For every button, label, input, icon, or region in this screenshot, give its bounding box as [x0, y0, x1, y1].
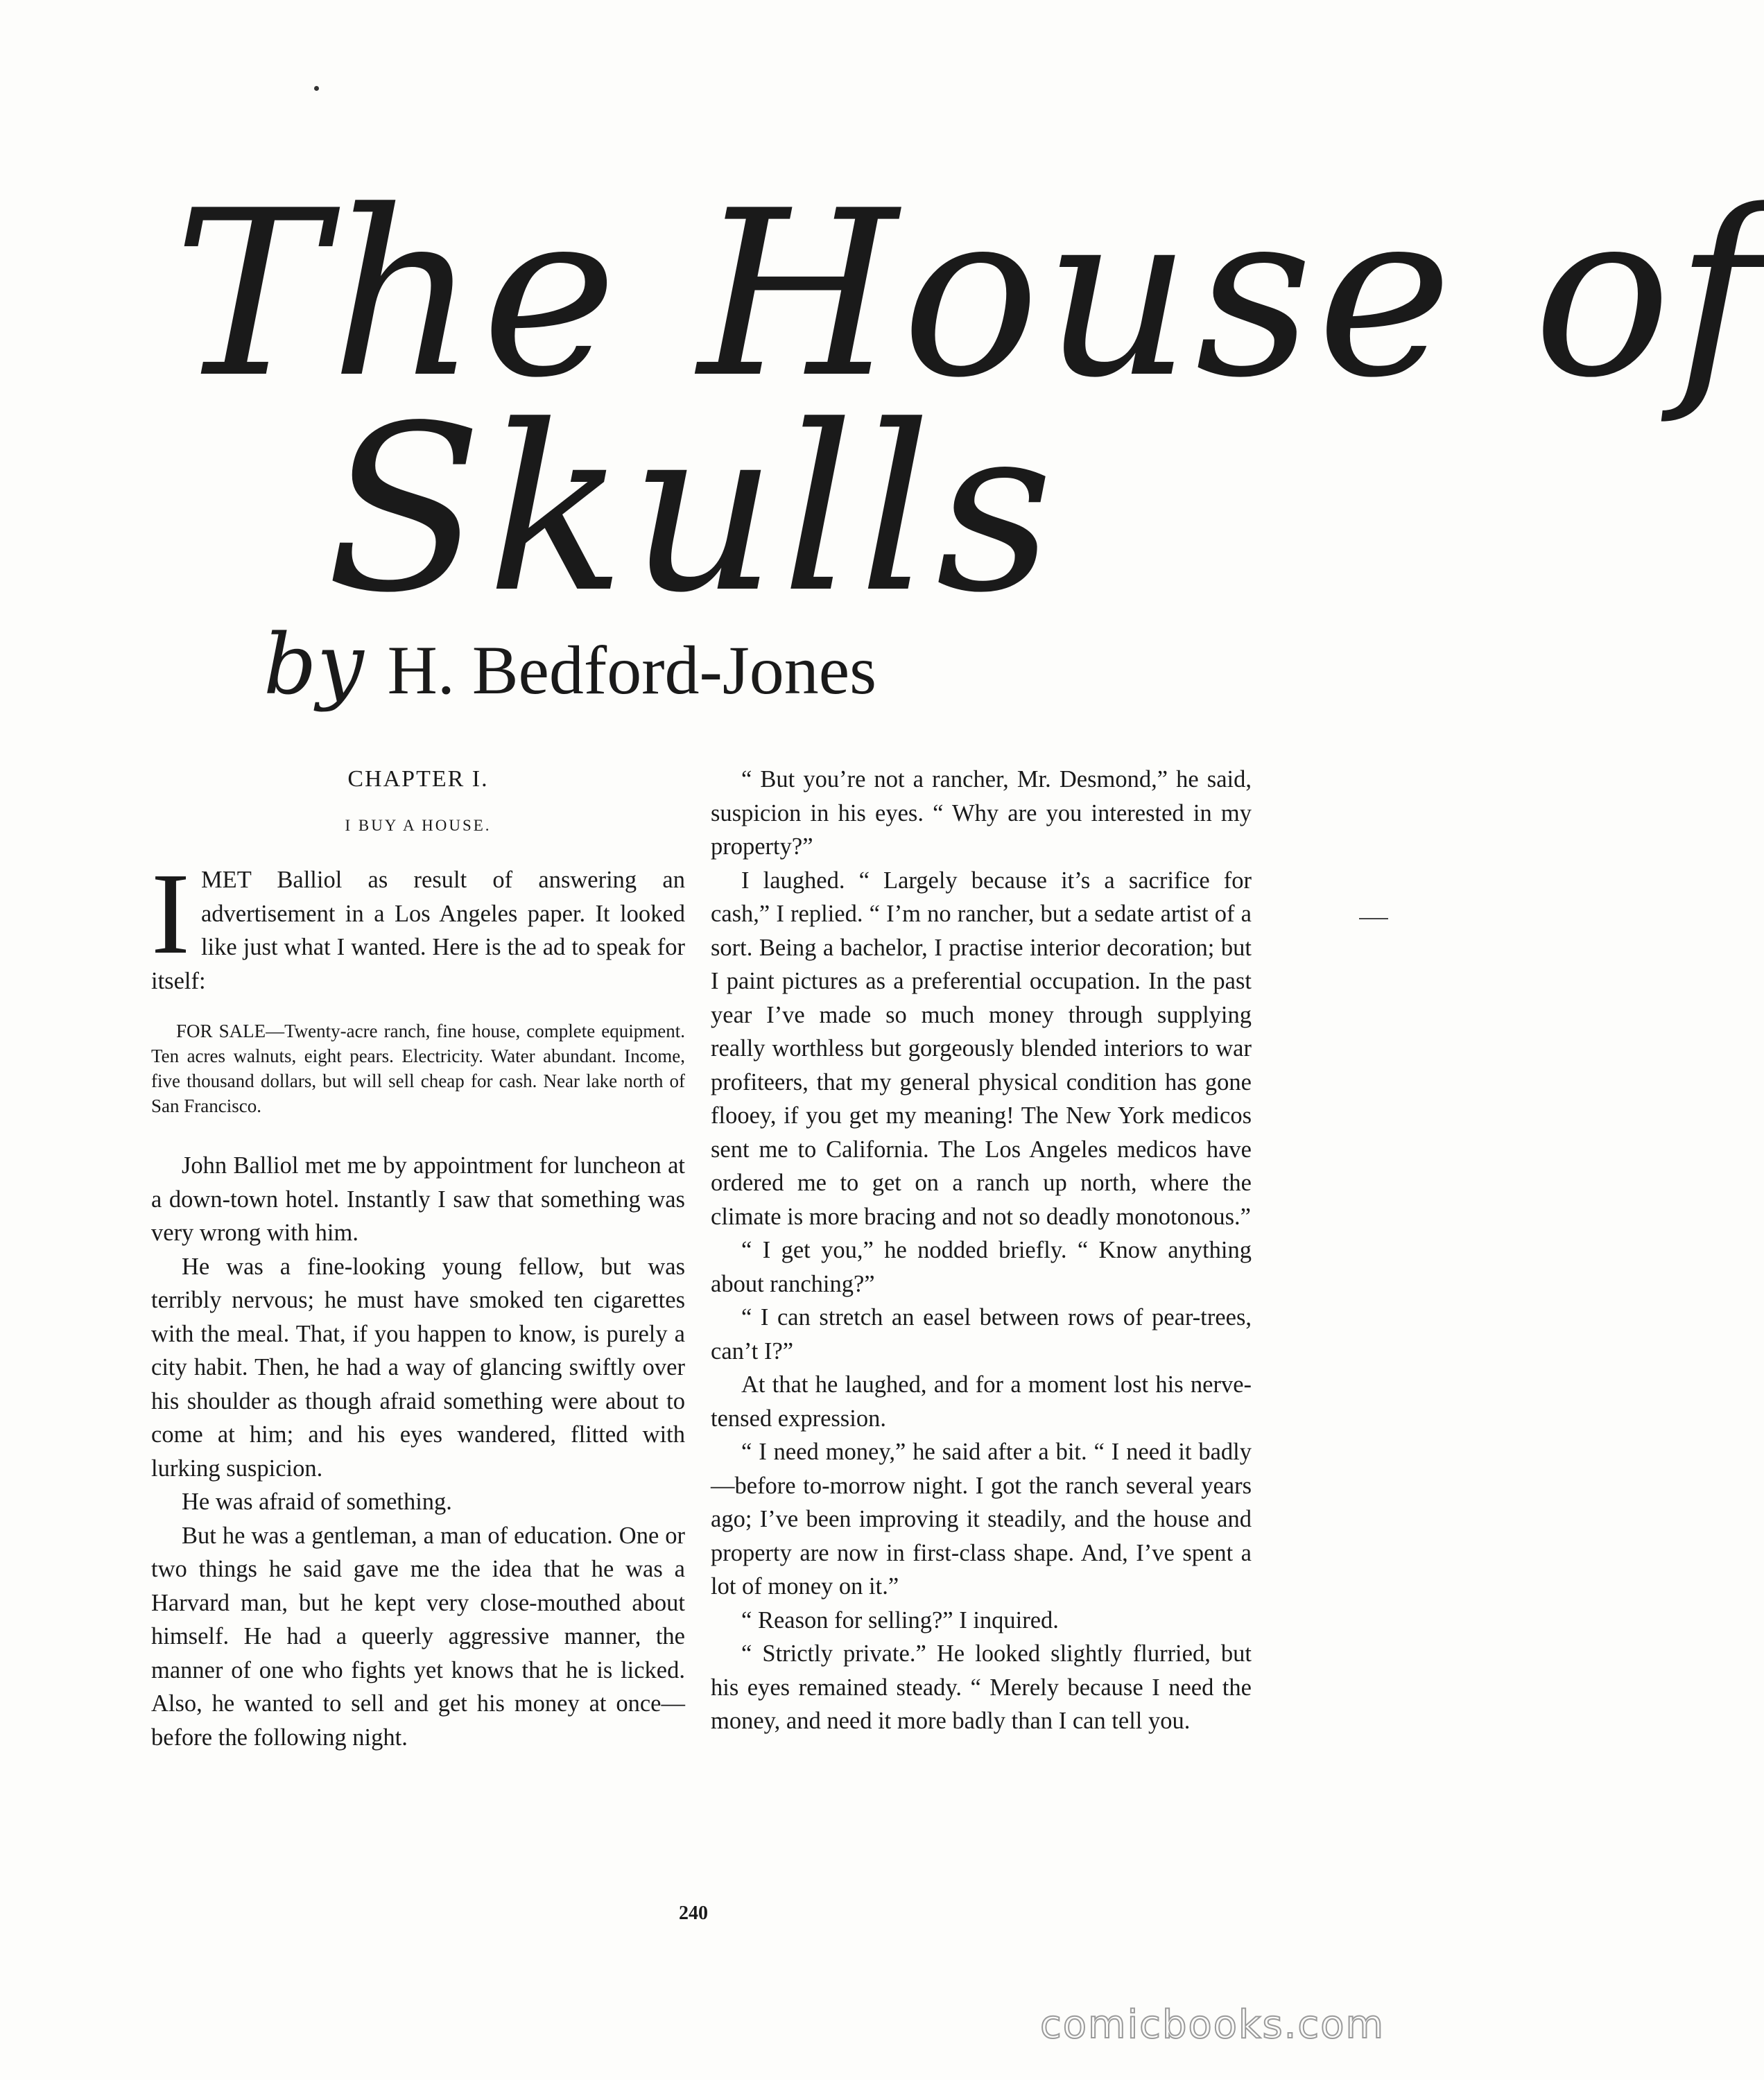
site-watermark: comicbooks.com — [1040, 2002, 1385, 2047]
drop-cap: I — [151, 849, 190, 978]
paragraph: “ Reason for selling?” I inquired. — [741, 1606, 1059, 1633]
byline-by: by — [263, 617, 364, 713]
paragraph: He was afraid of something. — [182, 1489, 452, 1515]
paragraph: “ But you’re not a rancher, Mr. Desmond,” he said, suspicion in his eyes. “ Why are you interested in my property?” — [711, 766, 1252, 860]
paragraph: He was a fine-looking young fellow, but was terribly nervous; he must have smoked ten cigarettes with the meal. That, if you happen to know, is purely a city habit. Then, he had a way of glancing swiftly over his shoulder as though afraid something were about to come at him; and his eyes wandered, flitted with lurking suspicion. — [151, 1253, 685, 1482]
opening-paragraph — [151, 849, 685, 998]
title-line-1: The House of — [173, 162, 1764, 428]
ink-speck — [314, 86, 319, 91]
right-column — [711, 763, 1252, 1738]
paragraph: “ I can stretch an easel between rows of pear-trees, can’t I?” — [711, 1304, 1252, 1364]
title-line-2: Skulls — [326, 376, 1058, 643]
paragraph: “ I need money,” he said after a bit. “ I need it badly—before to-morrow night. I got the ranch several years ago; I’ve been improving it steadily, and the house and property are now in first-class shape. And, I’ve spent a lot of money on it.” — [711, 1439, 1252, 1600]
paragraph: At that he laughed, and for a moment lost his nerve-tensed expression. — [711, 1371, 1252, 1432]
paragraph: I laughed. “ Largely because it’s a sacrifice for cash,” I replied. “ I’m no rancher, but a sedate artist of a sort. Being a bachelor, I practise interior decoration; but I paint pictures as a preferential occupation. In the past year I’ve made so much money through supplying really worthless but gorgeously blended interiors to war profiteers, that my general physical condition has gone flooey, if you get my meaning! The New York medicos sent me to California. The Los Angeles medicos have ordered me to get on a ranch up north, where the climate is more bracing and not so deadly monotonous.” — [711, 867, 1252, 1230]
classified-ad: FOR SALE—Twenty-acre ranch, fine house, complete equipment. Ten acres walnuts, eight pears. Electricity. Water abundant. Income, five thousand dollars, but will sell cheap for cash. Near lake north of San Francisco. — [151, 1021, 685, 1116]
paragraph: “ Strictly private.” He looked slightly flurried, but his eyes remained steady. “ Merely because I need the money, and need it more badly than I can tell you. — [711, 1640, 1252, 1734]
paragraph: “ I get you,” he nodded briefly. “ Know anything about ranching?” — [711, 1237, 1252, 1297]
chapter-heading: CHAPTER I. — [347, 766, 489, 792]
margin-mark — [1359, 918, 1388, 919]
paragraph: But he was a gentleman, a man of education. One or two things he said gave me the idea that he was a Harvard man, but he kept very close-mouthed about himself. He had a queerly aggressive manner, the manner of one who fights yet knows that he is licked. Also, he wanted to sell and get his money at once—before the following night. — [151, 1522, 685, 1751]
story-title — [153, 162, 1764, 643]
chapter-subheading: I BUY A HOUSE. — [345, 816, 492, 834]
paragraph: John Balliol met me by appointment for luncheon at a down-town hotel. Instantly I saw that something was very wrong with him. — [151, 1152, 685, 1246]
opening-text: MET Balliol as result of answering an advertisement in a Los Angeles paper. It looked like just what I wanted. Here is the ad to speak for itself: — [151, 867, 685, 994]
page-number: 240 — [679, 1903, 708, 1924]
byline — [263, 617, 877, 713]
author-name: H. Bedford-Jones — [387, 632, 877, 709]
left-column — [151, 763, 685, 1754]
